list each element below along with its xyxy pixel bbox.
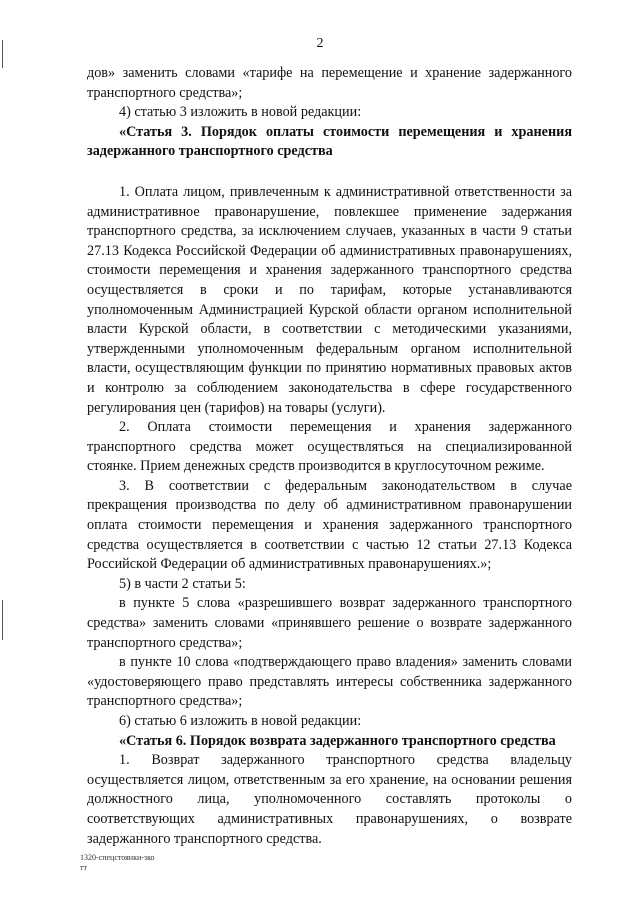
scan-margin-mark bbox=[2, 600, 3, 640]
paragraph: дов» заменить словами «тарифе на перемещение и хранение задержанного транспортного средства»; bbox=[87, 65, 572, 101]
paragraph: 4) статью 3 изложить в новой редакции: bbox=[119, 104, 362, 121]
paragraph: 1. Возврат задержанного транспортного средства владельцу осуществляется лицом, ответственным за его хранение, на основании решения должностного лица, уполномоченного составлять протоколы о соответствующих административных правонарушениях, о возврате задержанного транспортного средства. bbox=[87, 752, 572, 847]
document-body bbox=[87, 64, 572, 849]
paragraph: 2. Оплата стоимости перемещения и хранения задержанного транспортного средства может осуществляться на специализированной стоянке. Прием денежных средств производится в круглосуточном режиме. bbox=[87, 419, 572, 475]
paragraph: 5) в части 2 статьи 5: bbox=[119, 575, 246, 592]
article-heading: «Статья 6. Порядок возврата задержанного транспортного средства bbox=[119, 732, 556, 749]
spacer bbox=[87, 162, 572, 183]
paragraph: 6) статью 6 изложить в новой редакции: bbox=[119, 713, 362, 729]
footer-code: 1320-спецстоянки-зко bbox=[80, 853, 155, 862]
footer-reference bbox=[80, 853, 155, 873]
article-heading: «Статья 3. Порядок оплаты стоимости перемещения и хранения задержанного транспортного средства bbox=[87, 123, 572, 160]
paragraph: в пункте 10 слова «подтверждающего право владения» заменить словами «удостоверяющего право представлять интересы собственника задержанного транспортного средства»; bbox=[87, 654, 572, 710]
footer-initials: тт bbox=[80, 863, 87, 872]
page-number: 2 bbox=[316, 36, 324, 51]
paragraph: 3. В соответствии с федеральным законодательством в случае прекращения производства по делу об административном правонарушении оплата стоимости перемещения и хранения задержанного транспортного средства осуществляется в соответствии с частью 12 статьи 27.13 Кодекса Российской Федерации об административных правонарушениях.»; bbox=[87, 477, 572, 573]
paragraph: 1. Оплата лицом, привлеченным к административной ответственности за административное правонарушение, повлекшее применение задержания транспортного средства, за исключением случаев, указанных в части 9 статьи 27.13 Кодекса Российской Федерации об административных правонарушениях, стоимости перемещения и хранения задержанного транспортного средства осуществляется в сроки и по тарифам, которые устанавливаются уполномоченным Администрацией Курской области органом исполнительной власти Курской области, в соответствии с методическими указаниями, утвержденными уполномоченным федеральным органом исполнительной власти, осуществляющим функции по принятию нормативных правовых актов и контролю за соблюдением законодательства в сфере государственного регулирования цен (тарифов) на товары (услуги). bbox=[87, 183, 572, 416]
paragraph: в пункте 5 слова «разрешившего возврат задержанного транспортного средства» заменить словами «принявшего решение о возврате задержанного транспортного средства»; bbox=[87, 595, 572, 651]
